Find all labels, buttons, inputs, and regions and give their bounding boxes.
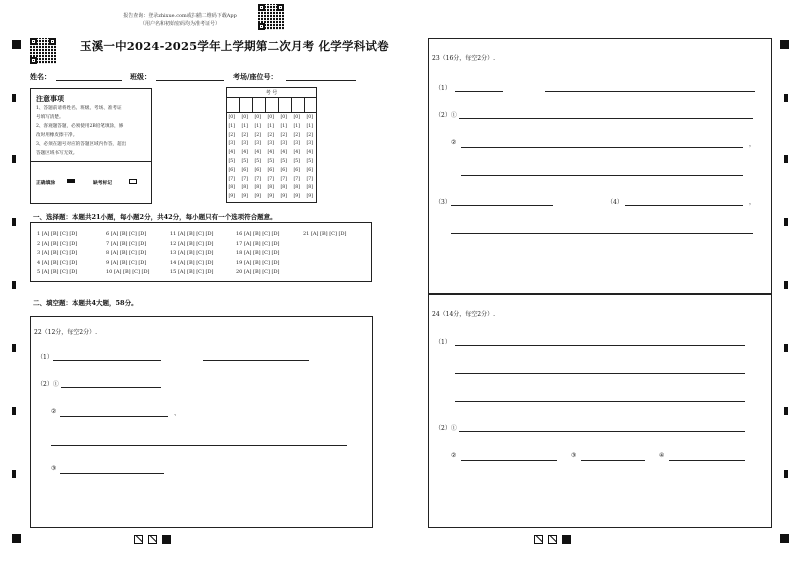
q24-part1-label: （1） xyxy=(435,339,451,346)
q22-part2b-label: ② xyxy=(51,408,57,415)
exam-number-bubble[interactable]: [5] xyxy=(306,159,314,164)
q24-part2-label: （2）① xyxy=(435,425,457,432)
timing-mark-icon xyxy=(12,155,16,163)
q23-part1-label: （1） xyxy=(435,85,451,92)
exam-number-bubble[interactable]: [9] xyxy=(280,194,288,200)
exam-number-entry-box[interactable] xyxy=(305,98,318,112)
bottom-hatch-mark-icon xyxy=(134,535,143,544)
q23-title: 23（16分，每空2分）. xyxy=(432,55,495,62)
exam-number-bubble[interactable]: [5] xyxy=(267,159,275,164)
exam-number-bubble[interactable]: [9] xyxy=(241,194,249,200)
exam-number-bubble[interactable]: [3] xyxy=(254,141,262,147)
choice-question-item[interactable]: 5 [A] [B] [C] [D] xyxy=(37,269,78,275)
q22-part2-blank-1[interactable] xyxy=(61,387,161,388)
exam-number-bubble[interactable]: [6] xyxy=(267,167,275,173)
q24-part2-blank-4[interactable] xyxy=(669,460,745,461)
notice-line: 改时用橡皮擦干净。 xyxy=(36,133,78,138)
qr-code-left-icon xyxy=(30,38,56,64)
exam-number-bubble[interactable]: [2] xyxy=(241,132,249,138)
timing-mark-icon xyxy=(784,155,788,163)
exam-number-bubble[interactable]: [7] xyxy=(280,176,288,182)
choice-question-item[interactable]: 17 [A] [B] [C] [D] xyxy=(236,240,280,247)
q23-part2-label: （2）① xyxy=(435,112,457,119)
exam-number-bubble[interactable]: [0] xyxy=(280,115,288,120)
exam-number-bubble[interactable]: [3] xyxy=(306,141,314,147)
exam-number-bubble[interactable]: [1] xyxy=(254,123,262,129)
exam-number-bubble[interactable]: [7] xyxy=(293,176,301,182)
exam-number-entry-box[interactable] xyxy=(279,98,292,112)
timing-mark-icon xyxy=(784,344,788,352)
corner-mark-icon xyxy=(12,40,21,49)
q22-title: 22（12分，每空2分）. xyxy=(34,329,97,336)
exam-number-bubble[interactable]: [4] xyxy=(306,150,314,156)
q24-part2-blank-1[interactable] xyxy=(459,431,745,432)
notice-text xyxy=(36,104,150,158)
notice-line: 3、必须在题号对应的答题区域内作答，超出 xyxy=(36,142,127,147)
q24-part1-blank-2[interactable] xyxy=(455,373,745,374)
section1-title: 一、选择题：本题共21小题，每小题2分，共42分，每小题只有一个选项符合题意。 xyxy=(33,213,277,221)
exam-number-bubble[interactable]: [9] xyxy=(254,194,262,200)
q23-comma2: ， xyxy=(749,199,756,206)
choice-question-item[interactable]: 15 [A] [B] [C] [D] xyxy=(170,269,214,275)
q22-part2-blank-2-cont[interactable] xyxy=(51,445,347,446)
q24-part1-blank-1[interactable] xyxy=(455,345,745,346)
q23-part2b-label: ② xyxy=(451,139,457,146)
notice-line: 1、答题前请将姓名、班级、考场、准考证 xyxy=(36,106,122,111)
exam-number-bubble[interactable]: [9] xyxy=(267,194,275,200)
exam-number-bubble[interactable]: [3] xyxy=(267,141,275,147)
choice-question-item[interactable]: 7 [A] [B] [C] [D] xyxy=(106,240,147,247)
exam-number-bubble[interactable]: [4] xyxy=(241,150,249,156)
choice-question-item[interactable]: 16 [A] [B] [C] [D] xyxy=(236,231,280,237)
exam-number-entry-box[interactable] xyxy=(227,98,240,112)
timing-mark-icon xyxy=(784,407,788,415)
q22-part1-label: （1） xyxy=(37,354,53,361)
q23-part4-blank-cont[interactable] xyxy=(451,233,753,234)
choice-question-item[interactable]: 14 [A] [B] [C] [D] xyxy=(170,259,214,266)
seat-field[interactable] xyxy=(286,80,356,81)
exam-number-bubble[interactable]: [1] xyxy=(293,123,301,129)
exam-number-header: 考 号 xyxy=(227,88,316,98)
exam-number-bubble[interactable]: [8] xyxy=(228,185,236,191)
corner-mark-icon xyxy=(780,534,789,543)
exam-number-entry-box[interactable] xyxy=(253,98,266,112)
exam-number-bubble[interactable]: [9] xyxy=(293,194,301,200)
exam-number-bubble[interactable]: [2] xyxy=(306,132,314,138)
timing-mark-icon xyxy=(784,281,788,289)
exam-number-entry-box[interactable] xyxy=(266,98,279,112)
choice-question-item[interactable]: 9 [A] [B] [C] [D] xyxy=(106,259,147,266)
exam-number-bubble[interactable]: [4] xyxy=(280,150,288,156)
exam-number-bubble[interactable]: [8] xyxy=(241,185,249,191)
exam-number-bubble[interactable]: [6] xyxy=(280,167,288,173)
timing-mark-icon xyxy=(12,470,16,478)
q23-part2-blank-1[interactable] xyxy=(459,118,753,119)
exam-number-bubble[interactable]: [4] xyxy=(293,150,301,156)
q22-part1-blank-b[interactable] xyxy=(203,360,309,361)
q22-comma: 、 xyxy=(174,410,181,417)
q22-part2-label: （2）① xyxy=(37,381,59,388)
exam-number-bubble[interactable]: [6] xyxy=(241,167,249,173)
q23-part2-blank-2[interactable] xyxy=(461,147,743,148)
q24-part2b-label: ② xyxy=(451,452,457,459)
exam-title: 玉溪一中2024-2025学年上学期第二次月考 化学学科试卷 xyxy=(80,39,389,53)
choice-question-item[interactable]: 4 [A] [B] [C] [D] xyxy=(37,259,78,266)
bottom-hatch-mark-icon xyxy=(148,535,157,544)
exam-number-bubble[interactable]: [2] xyxy=(267,132,275,138)
missing-mark-label: 缺考标记 xyxy=(93,180,113,186)
exam-number-bubble[interactable]: [4] xyxy=(267,150,275,156)
notice-title: 注意事项 xyxy=(36,94,64,103)
timing-mark-icon xyxy=(12,218,16,226)
name-label: 姓名： xyxy=(30,72,51,81)
exam-number-bubble[interactable]: [0] xyxy=(241,115,249,120)
q22-part2c-label: ③ xyxy=(51,465,57,472)
choice-question-item[interactable]: 1 [A] [B] [C] [D] xyxy=(37,231,78,237)
exam-number-bubble[interactable]: [1] xyxy=(267,123,275,129)
q22-box xyxy=(30,316,373,528)
exam-number-bubble[interactable]: [5] xyxy=(241,159,249,164)
choice-question-item[interactable]: 6 [A] [B] [C] [D] xyxy=(106,231,147,237)
exam-number-bubble[interactable]: [1] xyxy=(228,123,236,129)
choice-question-item[interactable]: 12 [A] [B] [C] [D] xyxy=(170,240,214,247)
notice-line: 2、客观题答题，必须使用2B铅笔填涂，修 xyxy=(36,124,124,129)
exam-number-bubble[interactable]: [8] xyxy=(293,185,301,191)
q23-part1-blank-b[interactable] xyxy=(545,91,755,92)
multiple-choice-box xyxy=(30,222,372,282)
name-field[interactable] xyxy=(56,80,122,81)
exam-number-bubble[interactable]: [9] xyxy=(228,194,236,200)
q24-part2c-label: ③ xyxy=(571,452,577,459)
exam-number-bubble[interactable]: [0] xyxy=(254,115,262,120)
exam-number-grid xyxy=(226,87,317,203)
timing-mark-icon xyxy=(12,281,16,289)
correct-fill-label: 正确填涂 xyxy=(36,180,56,186)
q24-box xyxy=(428,294,772,528)
exam-number-bubble[interactable]: [5] xyxy=(254,159,262,164)
timing-mark-icon xyxy=(12,407,16,415)
exam-number-bubble[interactable]: [9] xyxy=(306,194,314,200)
timing-mark-icon xyxy=(784,218,788,226)
q23-part4-blank[interactable] xyxy=(625,205,743,206)
qr-code-top-icon xyxy=(258,4,284,30)
choice-question-item[interactable]: 13 [A] [B] [C] [D] xyxy=(170,250,214,256)
q23-part3-label: （3） xyxy=(435,199,451,206)
q22-part1-blank-a[interactable] xyxy=(53,360,161,361)
exam-number-bubble[interactable]: [1] xyxy=(241,123,249,129)
exam-number-bubble[interactable]: [6] xyxy=(293,167,301,173)
exam-number-bubble[interactable]: [7] xyxy=(241,176,249,182)
q22-part2-blank-3[interactable] xyxy=(60,473,164,474)
exam-number-bubble[interactable]: [2] xyxy=(280,132,288,138)
choice-question-item[interactable]: 11 [A] [B] [C] [D] xyxy=(170,231,214,237)
exam-number-bubble[interactable]: [3] xyxy=(241,141,249,147)
bottom-solid-mark-icon xyxy=(562,535,571,544)
class-field[interactable] xyxy=(156,80,224,81)
q24-part2-blank-2[interactable] xyxy=(461,460,557,461)
seat-label: 考场/座位号： xyxy=(233,72,278,81)
q24-part2-blank-3[interactable] xyxy=(581,460,645,461)
exam-number-bubble[interactable]: [7] xyxy=(267,176,275,182)
exam-number-bubble[interactable]: [0] xyxy=(267,115,275,120)
q24-part2d-label: ④ xyxy=(659,452,665,459)
exam-number-bubble[interactable]: [0] xyxy=(293,115,301,120)
exam-number-bubble[interactable]: [4] xyxy=(254,150,262,156)
exam-number-bubble[interactable]: [3] xyxy=(293,141,301,147)
section2-title: 二、填空题：本题共4大题，58分。 xyxy=(33,299,138,307)
report-query-note xyxy=(105,12,255,28)
q23-part2-blank-2-cont[interactable] xyxy=(461,175,743,176)
exam-number-bubble[interactable]: [2] xyxy=(228,132,236,138)
exam-number-bubble[interactable]: [0] xyxy=(228,115,236,120)
q23-part4-label: （4） xyxy=(607,199,623,206)
q22-part2-blank-2[interactable] xyxy=(60,416,168,417)
q24-part1-blank-3[interactable] xyxy=(455,401,745,402)
bottom-hatch-mark-icon xyxy=(548,535,557,544)
q23-part3-blank[interactable] xyxy=(451,205,553,206)
exam-number-bubble[interactable]: [2] xyxy=(254,132,262,138)
exam-number-bubble[interactable]: [6] xyxy=(228,167,236,173)
choice-question-item[interactable]: 21 [A] [B] [C] [D] xyxy=(303,231,347,237)
notice-line: 号填写清楚。 xyxy=(36,115,64,120)
exam-number-bubble[interactable]: [8] xyxy=(280,185,288,191)
q23-part1-blank-a[interactable] xyxy=(455,91,503,92)
corner-mark-icon xyxy=(12,534,21,543)
missing-mark-box[interactable] xyxy=(129,179,137,184)
choice-question-item[interactable]: 10 [A] [B] [C] [D] xyxy=(106,269,150,275)
corner-mark-icon xyxy=(780,40,789,49)
exam-number-entry-box[interactable] xyxy=(240,98,253,112)
exam-number-bubble[interactable]: [1] xyxy=(280,123,288,129)
notice-line: 答题区域书写无效。 xyxy=(36,151,78,156)
bottom-hatch-mark-icon xyxy=(534,535,543,544)
notice-box xyxy=(30,88,152,204)
exam-number-bubble[interactable]: [6] xyxy=(306,167,314,173)
choice-question-item[interactable]: 18 [A] [B] [C] [D] xyxy=(236,250,280,256)
choice-question-item[interactable]: 20 [A] [B] [C] [D] xyxy=(236,269,280,275)
choice-question-item[interactable]: 3 [A] [B] [C] [D] xyxy=(37,250,78,256)
choice-question-item[interactable]: 19 [A] [B] [C] [D] xyxy=(236,259,280,266)
timing-mark-icon xyxy=(12,344,16,352)
exam-number-entry-box[interactable] xyxy=(292,98,305,112)
exam-number-bubble[interactable]: [3] xyxy=(228,141,236,147)
q24-title: 24（14分，每空2分）. xyxy=(432,311,495,318)
q23-box xyxy=(428,38,772,294)
exam-number-bubble[interactable]: [4] xyxy=(228,150,236,156)
exam-number-bubble[interactable]: [5] xyxy=(293,159,301,164)
exam-number-bubble[interactable]: [1] xyxy=(306,123,314,129)
correct-fill-icon xyxy=(67,179,75,183)
report-query-line1: 报告查询：登录zhixue.com或扫描二维码下载App xyxy=(123,13,237,19)
exam-number-bubble[interactable]: [7] xyxy=(228,176,236,182)
exam-number-bubble[interactable]: [7] xyxy=(306,176,314,182)
exam-number-bubble[interactable]: [2] xyxy=(293,132,301,138)
exam-number-bubble[interactable]: [0] xyxy=(306,115,314,120)
exam-number-bubble[interactable]: [8] xyxy=(254,185,262,191)
choice-question-item[interactable]: 2 [A] [B] [C] [D] xyxy=(37,240,78,247)
exam-number-bubble[interactable]: [6] xyxy=(254,167,262,173)
exam-number-bubble[interactable]: [8] xyxy=(267,185,275,191)
exam-number-bubble[interactable]: [3] xyxy=(280,141,288,147)
bottom-solid-mark-icon xyxy=(162,535,171,544)
report-query-line2: （用户名和初始密码均为准考证号） xyxy=(139,21,220,27)
choice-question-item[interactable]: 8 [A] [B] [C] [D] xyxy=(106,250,147,256)
class-label: 班级： xyxy=(130,72,151,81)
timing-mark-icon xyxy=(784,94,788,102)
exam-number-bubble[interactable]: [8] xyxy=(306,185,314,191)
exam-number-bubble[interactable]: [5] xyxy=(280,159,288,164)
exam-number-bubble[interactable]: [7] xyxy=(254,176,262,182)
timing-mark-icon xyxy=(784,470,788,478)
q23-comma: ， xyxy=(749,141,756,148)
timing-mark-icon xyxy=(12,94,16,102)
exam-number-bubble[interactable]: [5] xyxy=(228,159,236,164)
